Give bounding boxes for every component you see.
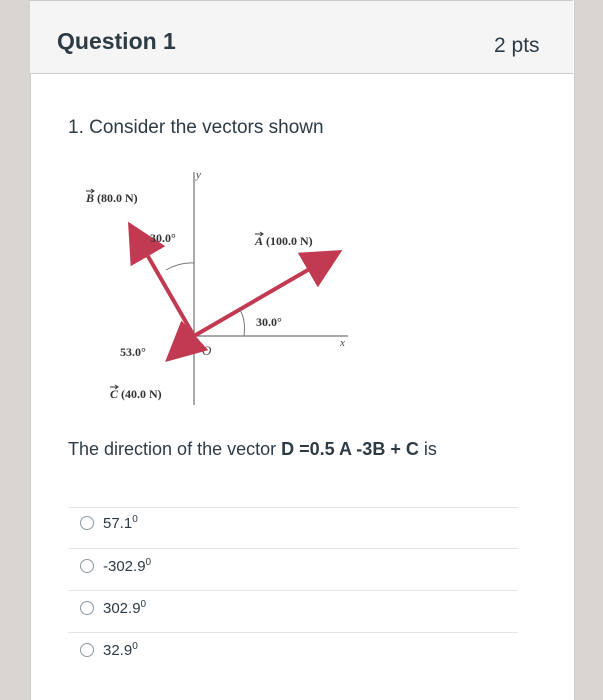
answer-option[interactable] bbox=[80, 641, 138, 659]
vector-a-symbol: A bbox=[255, 234, 264, 248]
vector-c bbox=[174, 336, 194, 354]
answer-option[interactable] bbox=[80, 557, 151, 575]
angle-a-label: 30.0° bbox=[256, 315, 282, 329]
x-axis-label: x bbox=[340, 337, 345, 349]
question-text-post: is bbox=[418, 439, 437, 459]
answer-divider bbox=[68, 632, 518, 633]
question-text-expression: D =0.5 A -3B + C bbox=[281, 439, 419, 459]
answer-divider bbox=[68, 548, 518, 549]
answer-label[interactable]: 302.9$^0$ bbox=[103, 599, 147, 617]
y-axis-label: y bbox=[196, 169, 201, 181]
answer-divider bbox=[68, 507, 518, 508]
answer-label[interactable]: -302.9$^0$ bbox=[103, 557, 152, 575]
vector-b-symbol: B bbox=[86, 191, 95, 205]
vector-c-symbol: C bbox=[110, 387, 119, 401]
vector-b-label: (80.0 N) bbox=[97, 191, 138, 205]
vector-c-label: (40.0 N) bbox=[121, 387, 162, 401]
vector-a-label: (100.0 N) bbox=[266, 234, 313, 248]
answer-label[interactable]: 57.1$^0$ bbox=[103, 514, 138, 532]
radio-button[interactable] bbox=[80, 643, 94, 657]
origin-label: O bbox=[202, 343, 212, 358]
radio-button[interactable] bbox=[80, 559, 94, 573]
vector-b bbox=[134, 232, 194, 336]
question-text bbox=[68, 439, 437, 460]
question-title: Question 1 bbox=[57, 28, 176, 54]
angle-b-label: 30.0° bbox=[150, 231, 176, 245]
radio-button[interactable] bbox=[80, 516, 94, 530]
question-text-pre: The direction of the vector bbox=[68, 439, 282, 459]
answer-option[interactable] bbox=[80, 599, 146, 617]
question-points: 2 pts bbox=[494, 34, 540, 57]
angle-arc-a bbox=[240, 310, 245, 336]
angle-c-label: 53.0° bbox=[120, 345, 146, 359]
vector-diagram bbox=[70, 160, 410, 420]
answer-label[interactable]: 32.9$^0$ bbox=[103, 641, 138, 659]
answer-option[interactable] bbox=[80, 514, 138, 532]
question-prompt: 1. Consider the vectors shown bbox=[68, 117, 324, 138]
radio-button[interactable] bbox=[80, 601, 94, 615]
answer-divider bbox=[68, 590, 518, 591]
angle-arc-b bbox=[166, 263, 194, 270]
